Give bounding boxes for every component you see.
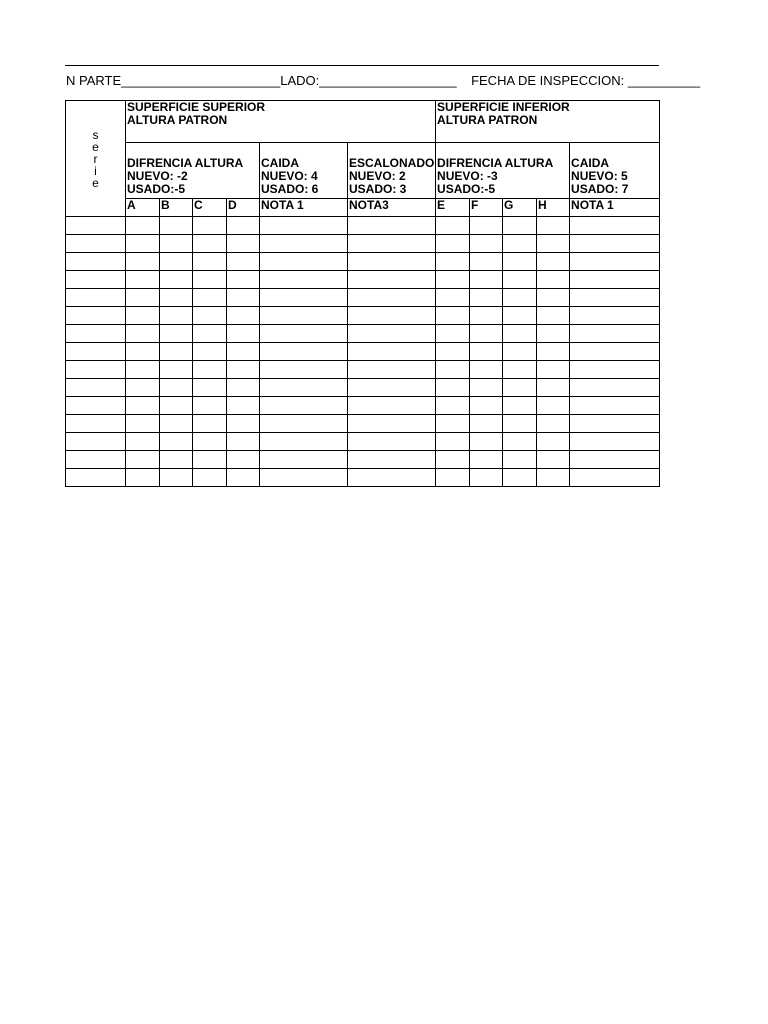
table-cell[interactable] [537,451,570,469]
table-cell[interactable] [260,433,348,451]
table-cell[interactable] [537,325,570,343]
table-cell[interactable] [160,433,193,451]
top-rule [65,65,659,66]
table-cell[interactable] [193,361,227,379]
group-usado: USADO: 6 [261,182,319,196]
table-cell[interactable] [160,343,193,361]
table-cell[interactable] [348,289,436,307]
table-cell[interactable] [348,253,436,271]
group-title: DIFRENCIA ALTURA [127,156,244,170]
table-cell[interactable] [537,379,570,397]
table-row [66,343,660,361]
table-cell[interactable] [470,451,503,469]
table-cell[interactable] [570,451,660,469]
group-nuevo: NUEVO: -2 [127,169,188,183]
upper-surface-subtitle: ALTURA PATRON [127,113,228,127]
upper-surface-header [126,101,436,143]
table-row [66,451,660,469]
table-cell[interactable] [126,343,160,361]
table-row [66,217,660,235]
table-cell[interactable] [470,235,503,253]
table-cell[interactable] [227,469,260,487]
column-header: NOTA3 [348,199,436,217]
table-cell[interactable] [503,271,537,289]
table-cell[interactable] [537,217,570,235]
group-nuevo: NUEVO: 4 [261,169,318,183]
table-cell[interactable] [537,307,570,325]
table-cell[interactable] [503,289,537,307]
table-cell[interactable] [570,343,660,361]
column-header: G [503,199,537,217]
table-cell[interactable] [348,415,436,433]
table-cell[interactable] [436,307,470,325]
group-nuevo: NUEVO: 5 [571,169,628,183]
table-cell[interactable] [503,343,537,361]
side-field[interactable]: ___________________ [319,73,457,88]
table-cell[interactable] [227,397,260,415]
table-cell[interactable] [193,235,227,253]
table-cell[interactable] [227,253,260,271]
table-cell[interactable] [160,289,193,307]
table-cell[interactable] [193,469,227,487]
table-cell[interactable] [436,325,470,343]
table-cell[interactable] [348,379,436,397]
table-cell[interactable] [503,217,537,235]
group-title: CAIDA [571,156,610,170]
group-header [348,143,436,199]
serie-cell[interactable] [66,415,126,433]
table-cell[interactable] [260,325,348,343]
table-row [66,415,660,433]
table-cell[interactable] [436,217,470,235]
table-cell[interactable] [160,451,193,469]
table-cell[interactable] [470,325,503,343]
table-cell[interactable] [160,235,193,253]
table-row [66,361,660,379]
table-cell[interactable] [570,253,660,271]
table-cell[interactable] [126,217,160,235]
group-nuevo: NUEVO: -3 [437,169,498,183]
table-row [66,325,660,343]
serie-cell[interactable] [66,271,126,289]
table-cell[interactable] [537,415,570,433]
part-number-label: N PARTE [66,73,122,88]
table-cell[interactable] [126,271,160,289]
column-header: H [537,199,570,217]
group-title: DIFRENCIA ALTURA [437,156,554,170]
table-cell[interactable] [227,361,260,379]
table-cell[interactable] [193,307,227,325]
table-cell[interactable] [436,271,470,289]
table-cell[interactable] [537,397,570,415]
table-cell[interactable] [160,217,193,235]
table-cell[interactable] [537,235,570,253]
table-cell[interactable] [260,271,348,289]
table-cell[interactable] [227,271,260,289]
table-cell[interactable] [570,235,660,253]
table-cell[interactable] [227,433,260,451]
table-cell[interactable] [348,343,436,361]
table-row [66,397,660,415]
serie-header [66,101,126,217]
table-cell[interactable] [436,235,470,253]
table-cell[interactable] [503,433,537,451]
table-cell[interactable] [436,415,470,433]
group-header [260,143,348,199]
table-cell[interactable] [193,379,227,397]
group-usado: USADO: 7 [571,182,629,196]
table-cell[interactable] [193,451,227,469]
table-cell[interactable] [227,415,260,433]
column-header: C [193,199,227,217]
table-cell[interactable] [160,325,193,343]
table-row [66,433,660,451]
table-cell[interactable] [193,433,227,451]
table-cell[interactable] [537,271,570,289]
table-cell[interactable] [227,343,260,361]
table-cell[interactable] [193,217,227,235]
table-cell[interactable] [470,253,503,271]
table-cell[interactable] [160,307,193,325]
table-cell[interactable] [227,451,260,469]
table-cell[interactable] [260,379,348,397]
serie-cell[interactable] [66,253,126,271]
form-header [66,72,701,90]
table-cell[interactable] [260,307,348,325]
upper-surface-title: SUPERFICIE SUPERIOR [127,100,266,114]
serie-cell[interactable] [66,307,126,325]
serie-letter: s [92,127,99,142]
table-cell[interactable] [470,397,503,415]
lower-surface-header [436,101,660,143]
table-cell[interactable] [348,397,436,415]
table-cell[interactable] [570,433,660,451]
table-cell[interactable] [570,469,660,487]
table-cell[interactable] [193,415,227,433]
table-cell[interactable] [436,343,470,361]
table-cell[interactable] [470,469,503,487]
table-cell[interactable] [193,271,227,289]
table-cell[interactable] [537,469,570,487]
table-cell[interactable] [160,415,193,433]
table-row [66,379,660,397]
group-header [570,143,660,199]
table-cell[interactable] [126,451,160,469]
table-cell[interactable] [227,217,260,235]
table-cell[interactable] [503,397,537,415]
table-cell[interactable] [348,469,436,487]
table-cell[interactable] [503,307,537,325]
side-label: LADO: [280,73,320,88]
table-cell[interactable] [126,397,160,415]
table-cell[interactable] [193,343,227,361]
column-header: B [160,199,193,217]
table-row [66,235,660,253]
serie-letter: i [94,163,97,178]
table-cell[interactable] [537,433,570,451]
table-cell[interactable] [470,379,503,397]
table-cell[interactable] [470,217,503,235]
table-cell[interactable] [470,343,503,361]
inspection-date-label: FECHA DE INSPECCION: [471,73,625,88]
group-title: CAIDA [261,156,299,170]
serie-cell[interactable] [66,235,126,253]
table-cell[interactable] [470,433,503,451]
column-header: E [436,199,470,217]
serie-letter: r [93,151,98,166]
table-cell[interactable] [348,271,436,289]
table-cell[interactable] [160,361,193,379]
serie-cell[interactable] [66,379,126,397]
table-cell[interactable] [348,433,436,451]
table-cell[interactable] [126,289,160,307]
group-header [126,143,260,199]
column-header: NOTA 1 [260,199,348,217]
inspection-date-field[interactable]: __________ [627,73,701,88]
table-cell[interactable] [570,289,660,307]
table-cell[interactable] [126,307,160,325]
table-cell[interactable] [570,397,660,415]
serie-cell[interactable] [66,361,126,379]
table-cell[interactable] [436,289,470,307]
table-cell[interactable] [537,361,570,379]
table-cell[interactable] [193,397,227,415]
table-cell[interactable] [570,325,660,343]
serie-cell[interactable] [66,325,126,343]
table-cell[interactable] [126,469,160,487]
table-cell[interactable] [193,325,227,343]
table-row [66,469,660,487]
table-cell[interactable] [570,271,660,289]
serie-cell[interactable] [66,217,126,235]
table-cell[interactable] [227,379,260,397]
table-cell[interactable] [503,379,537,397]
table-cell[interactable] [503,361,537,379]
table-cell[interactable] [348,361,436,379]
table-cell[interactable] [227,325,260,343]
table-cell[interactable] [260,343,348,361]
table-cell[interactable] [470,307,503,325]
table-cell[interactable] [260,289,348,307]
table-cell[interactable] [436,397,470,415]
table-cell[interactable] [436,433,470,451]
table-cell[interactable] [260,361,348,379]
serie-letter: e [92,139,99,154]
table-cell[interactable] [126,361,160,379]
table-cell[interactable] [537,253,570,271]
table-cell[interactable] [348,235,436,253]
table-cell[interactable] [126,235,160,253]
table-cell[interactable] [348,451,436,469]
table-cell[interactable] [126,415,160,433]
table-cell[interactable] [126,379,160,397]
table-cell[interactable] [348,325,436,343]
lower-surface-subtitle: ALTURA PATRON [437,113,538,127]
table-cell[interactable] [227,235,260,253]
table-cell[interactable] [570,217,660,235]
table-cell[interactable] [503,325,537,343]
group-usado: USADO: 3 [349,182,407,196]
table-cell[interactable] [470,415,503,433]
group-usado: USADO:-5 [127,182,186,196]
table-cell[interactable] [436,253,470,271]
table-cell[interactable] [160,379,193,397]
table-cell[interactable] [503,451,537,469]
table-cell[interactable] [160,253,193,271]
table-cell[interactable] [503,469,537,487]
table-cell[interactable] [260,253,348,271]
table-cell[interactable] [260,235,348,253]
column-header: D [227,199,260,217]
table-cell[interactable] [126,325,160,343]
inspection-table [65,100,660,487]
table-row [66,289,660,307]
table-cell[interactable] [348,307,436,325]
table-cell[interactable] [436,361,470,379]
table-cell[interactable] [160,469,193,487]
table-cell[interactable] [570,361,660,379]
table-cell[interactable] [503,235,537,253]
column-header: F [470,199,503,217]
table-cell[interactable] [570,415,660,433]
table-cell[interactable] [436,451,470,469]
table-cell[interactable] [503,415,537,433]
table-row [66,271,660,289]
table-cell[interactable] [260,469,348,487]
column-header: A [126,199,160,217]
serie-cell[interactable] [66,289,126,307]
table-cell[interactable] [260,217,348,235]
table-cell[interactable] [470,289,503,307]
table-row [66,307,660,325]
group-nuevo: NUEVO: 2 [349,169,406,183]
part-number-field[interactable]: ______________________ [121,73,281,88]
table-cell[interactable] [260,415,348,433]
table-cell[interactable] [503,253,537,271]
table-cell[interactable] [348,217,436,235]
column-header: NOTA 1 [570,199,660,217]
table-cell[interactable] [193,253,227,271]
serie-letter: e [92,175,99,190]
table-cell[interactable] [470,361,503,379]
lower-surface-title: SUPERFICIE INFERIOR [437,100,570,114]
serie-cell[interactable] [66,469,126,487]
serie-cell[interactable] [66,397,126,415]
table-cell[interactable] [260,397,348,415]
group-usado: USADO:-5 [437,182,496,196]
table-cell[interactable] [436,379,470,397]
table-cell[interactable] [193,289,227,307]
serie-cell[interactable] [66,451,126,469]
table-cell[interactable] [260,451,348,469]
table-cell[interactable] [537,343,570,361]
table-row [66,253,660,271]
group-title: ESCALONADO [349,156,435,170]
table-cell[interactable] [570,379,660,397]
serie-cell[interactable] [66,433,126,451]
table-cell[interactable] [227,307,260,325]
table-cell[interactable] [436,469,470,487]
table-cell[interactable] [126,433,160,451]
serie-cell[interactable] [66,343,126,361]
table-cell[interactable] [160,397,193,415]
group-header [436,143,570,199]
table-cell[interactable] [537,289,570,307]
table-cell[interactable] [570,307,660,325]
table-cell[interactable] [470,271,503,289]
table-cell[interactable] [227,289,260,307]
table-cell[interactable] [126,253,160,271]
table-cell[interactable] [160,271,193,289]
